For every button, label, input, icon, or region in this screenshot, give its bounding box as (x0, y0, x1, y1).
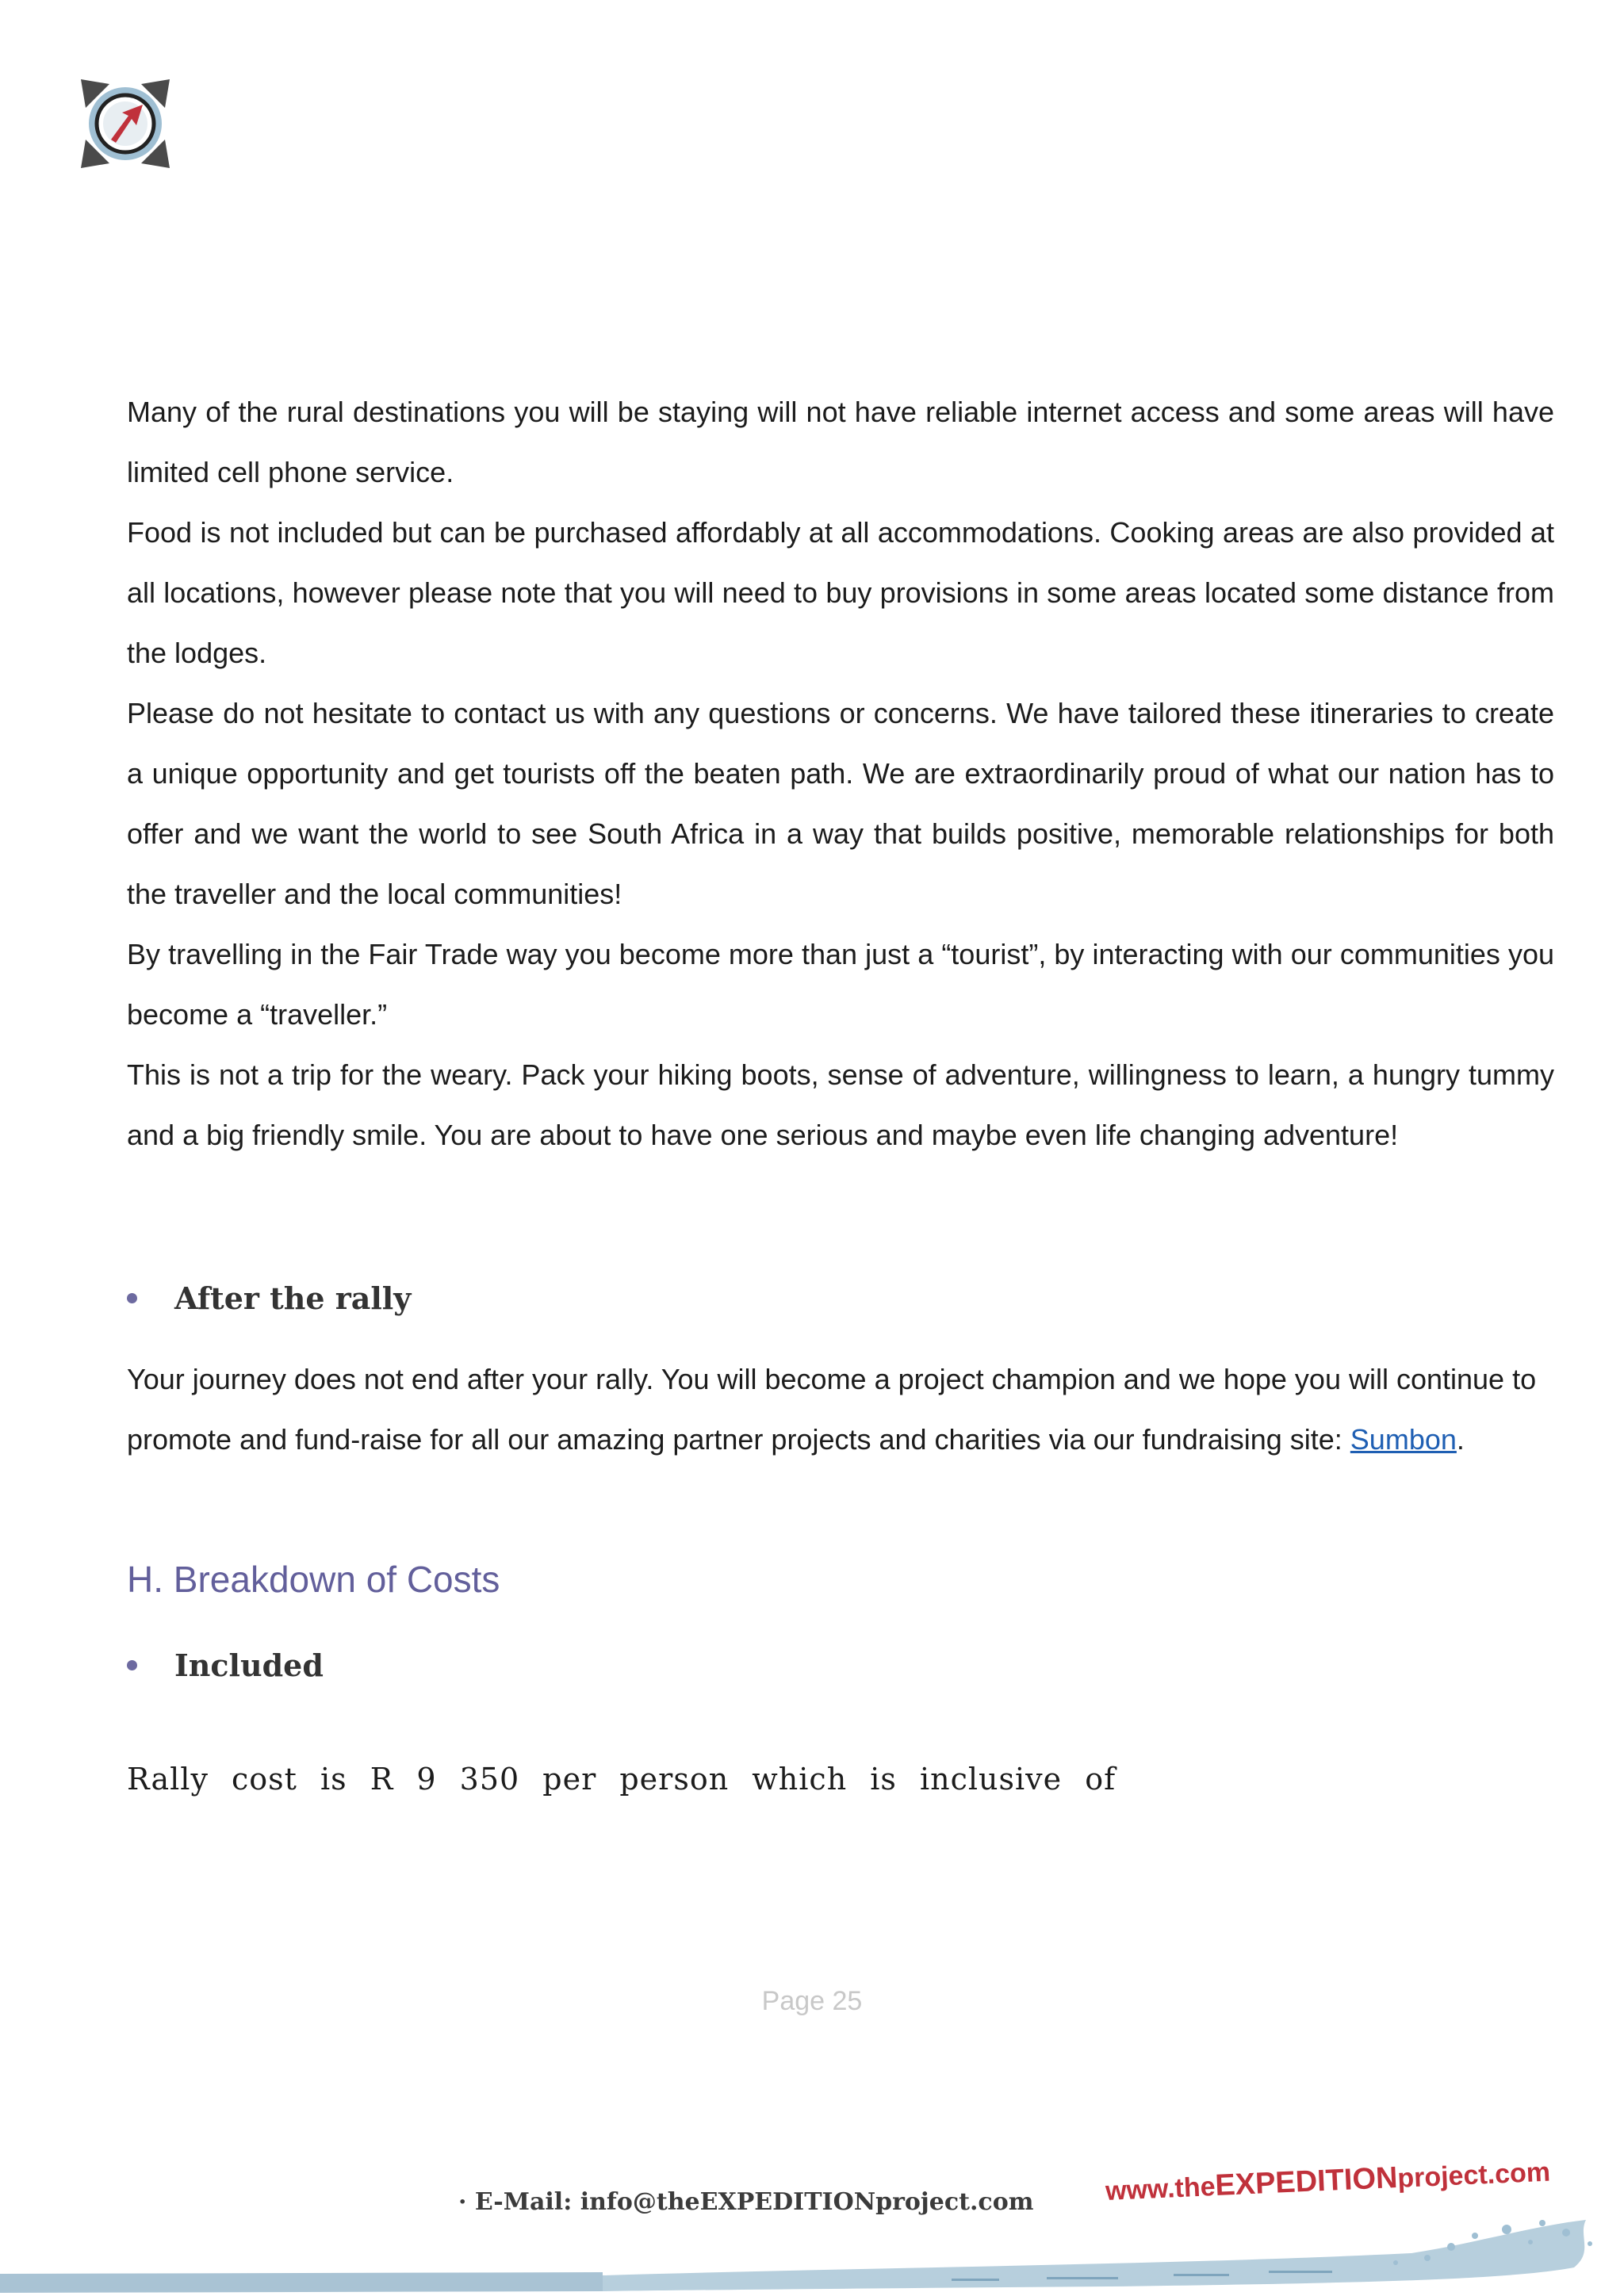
website-brand: EXPEDITION (1214, 2160, 1399, 2202)
after-rally-text: Your journey does not end after your rally. You will become a project champion and we hope you will continue to promote and fund-raise for all our amazing partner projects and charities via our fundraising site: (127, 1363, 1537, 1456)
bullet-icon (127, 1293, 137, 1303)
website-suffix: project.com (1396, 2156, 1551, 2194)
after-rally-heading-text: After the rally (174, 1280, 412, 1316)
paragraph-fair-trade: By travelling in the Fair Trade way you become more than just a “tourist”, by interacting with our communities you become a “traveller.” (127, 938, 1554, 1031)
paragraph-food: Food is not included but can be purchased affordably at all accommodations. Cooking areas are also provided at all locations, however please note that you will need to buy provisions in some areas located some distance from the lodges. (127, 516, 1554, 669)
compass-arrow-logo-icon (78, 76, 173, 171)
intro-section (127, 382, 1554, 1165)
after-rally-paragraph (127, 1349, 1538, 1470)
after-rally-text-end: . (1456, 1423, 1465, 1456)
sumbon-link[interactable]: Sumbon (1350, 1423, 1457, 1456)
paragraph-adventure: This is not a trip for the weary. Pack your hiking boots, sense of adventure, willingness to learn, a hungry tummy and a big friendly smile. You are about to have one serious and maybe even life changing adventure! (127, 1058, 1554, 1151)
after-rally-heading (127, 1280, 411, 1316)
bullet-icon (127, 1660, 137, 1670)
paragraph-connectivity: Many of the rural destinations you will be staying will not have reliable internet access and some areas will have limited cell phone service. (127, 396, 1554, 488)
included-heading (127, 1647, 324, 1683)
breakdown-of-costs-heading: H. Breakdown of Costs (127, 1559, 500, 1600)
page-number: Page 25 (761, 1986, 863, 2016)
after-rally-section (127, 1349, 1538, 1470)
rally-cost-line: Rally cost is R 9 350 per person which is inclusive of (127, 1762, 1116, 1797)
footer-brush-band (0, 2212, 1624, 2296)
footer-website (1105, 2155, 1551, 2208)
included-heading-text: Included (174, 1647, 324, 1683)
website-prefix: www.the (1105, 2171, 1216, 2207)
footer-email: · E-Mail: info@theEXPEDITIONproject.com (458, 2188, 1034, 2216)
paragraph-contact: Please do not hesitate to contact us with any questions or concerns. We have tailored these itineraries to create a unique opportunity and get tourists off the beaten path. We are extraordinarily proud of what our nation has to offer and we want the world to see South Africa in a way that builds positive, memorable relationships for both the traveller and the local communities! (127, 697, 1554, 910)
